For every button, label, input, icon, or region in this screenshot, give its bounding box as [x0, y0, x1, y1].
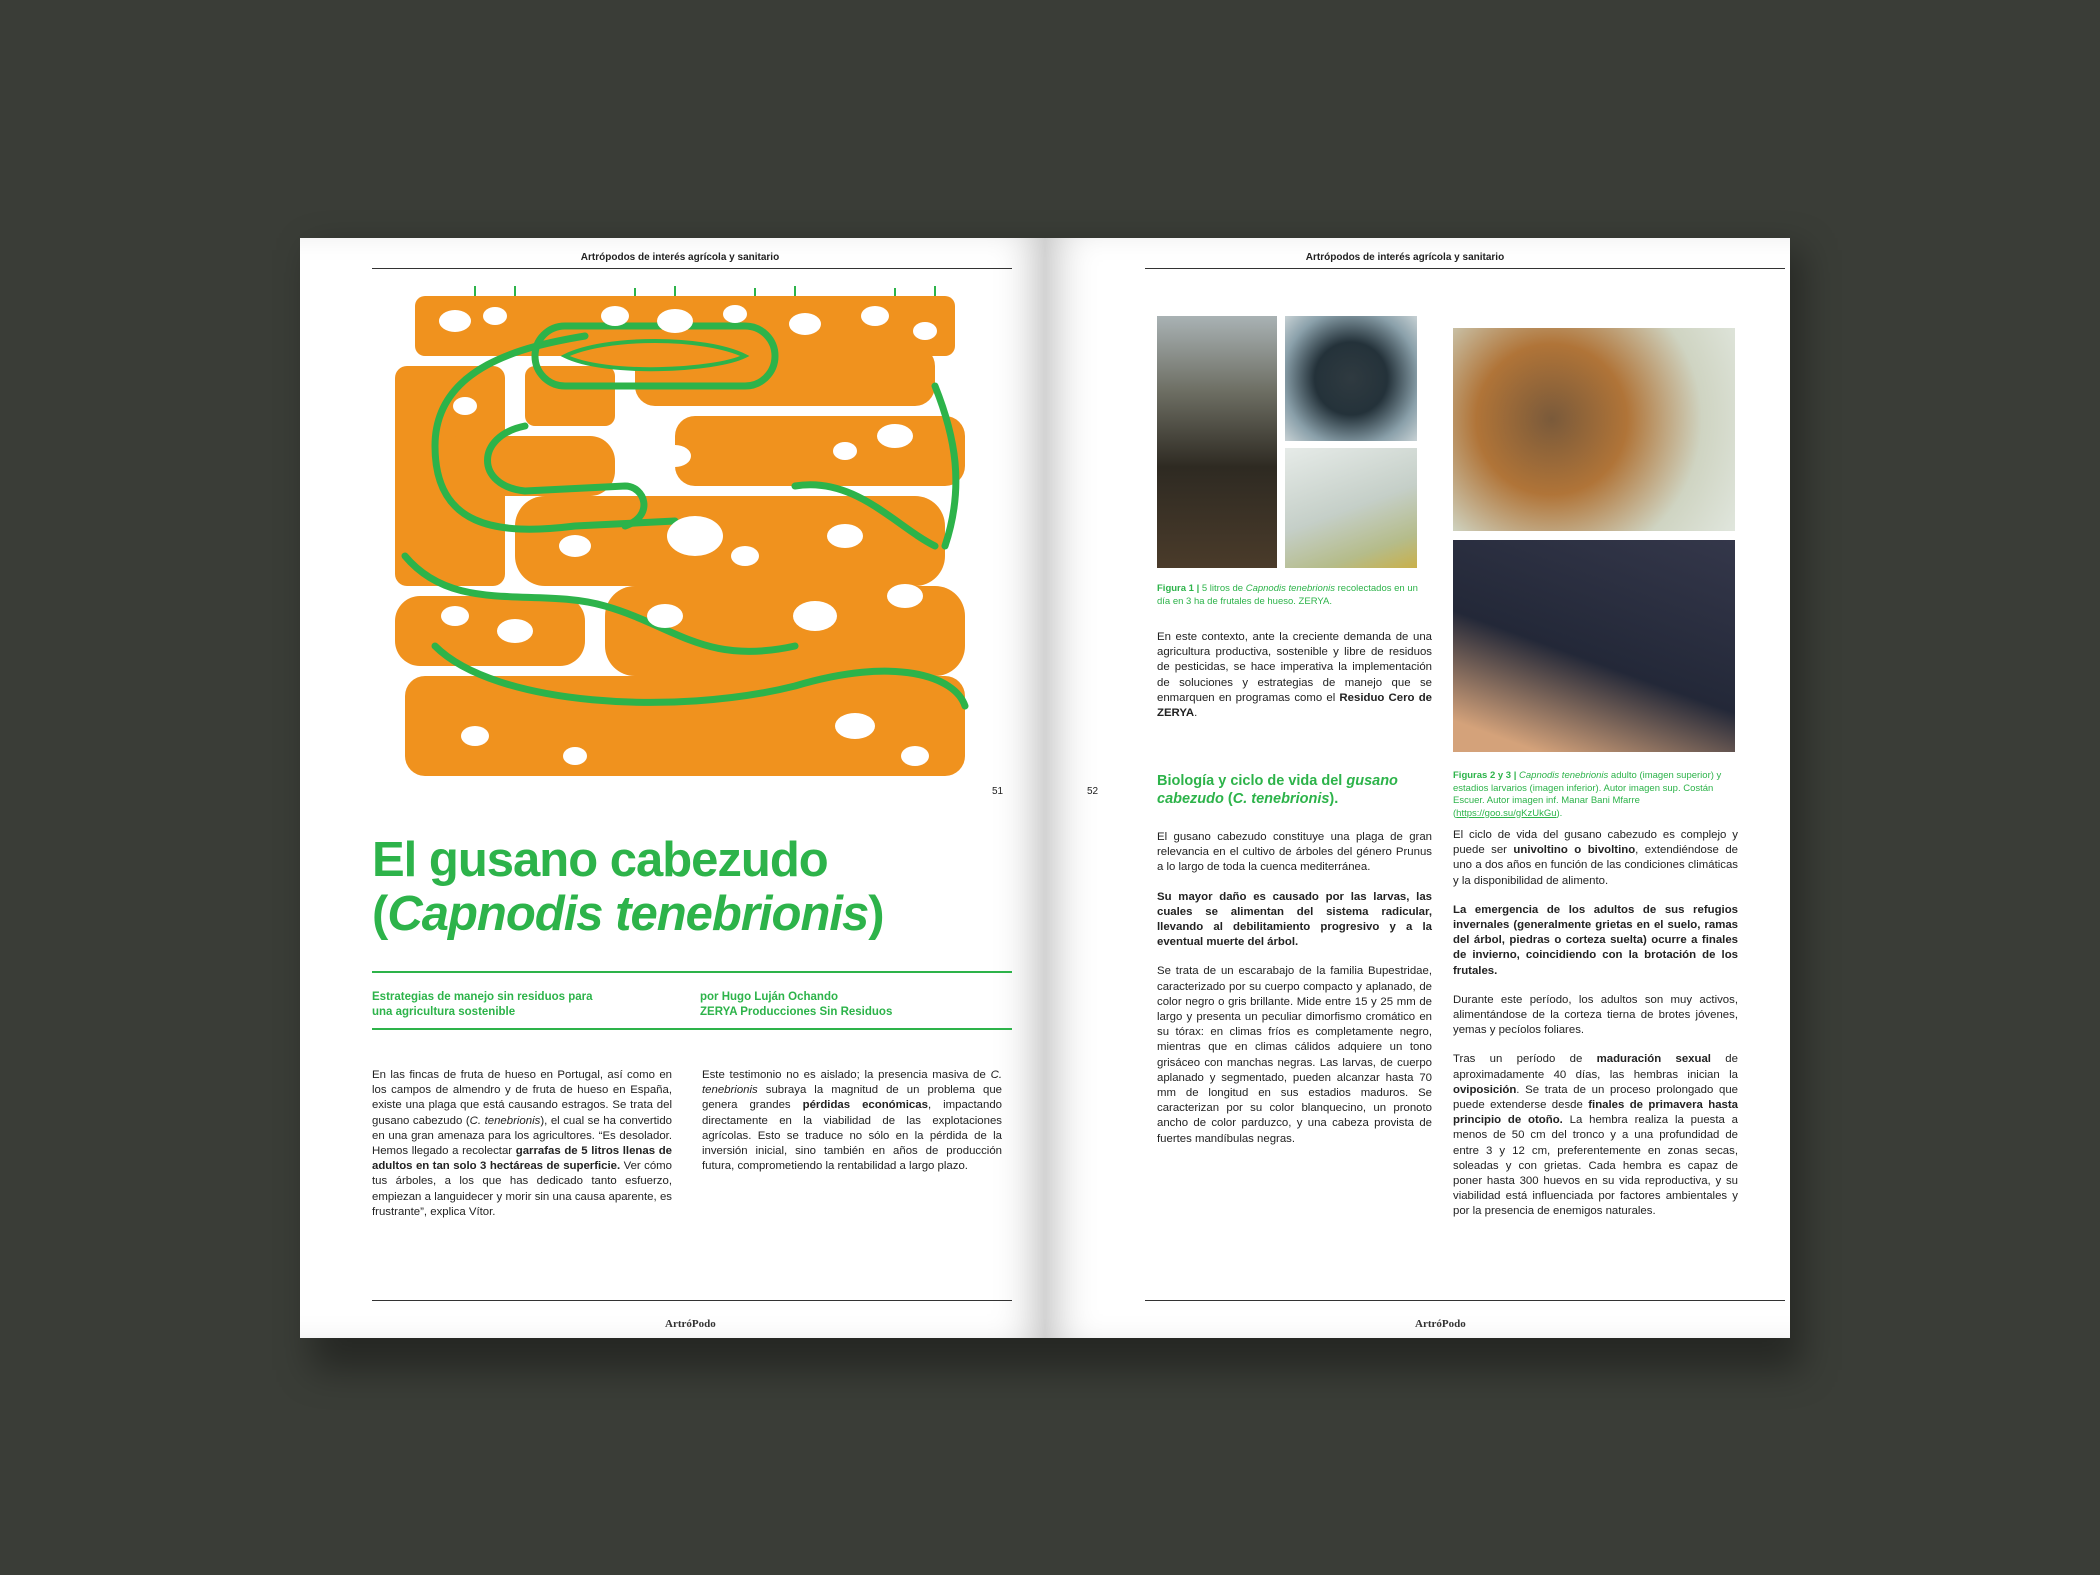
- magazine-logo-left: ArtróPodo: [665, 1318, 716, 1330]
- subtitle-rule-bottom: [372, 1028, 1012, 1030]
- article-title: [372, 833, 1012, 941]
- byline-author: por Hugo Luján Ochando: [700, 991, 838, 1003]
- body-column-3: El gusano cabezudo constituye una plaga de gran relevancia en el cultivo de árboles del género Prunus a lo largo de toda la cuenca mediterránea. Su mayor daño es causado por las larvas, las cuales se alimentan del sistema radicular, llevando al debilitamiento progresivo y a la eventual muerte del árbol. Se trata de un escarabajo de la familia Bupestridae, caracterizado por su cuerpo compacto y aplanado, de color negro o gris brillante. Mide entre 15 y 25 mm de largo y presenta un peculiar dimorfismo cromático en su tórax: en climas fríos es completamente negro, mientras que en climas cálidos adquiere un tono grisáceo con manchas negras. Las larvas, de cuerpo aplanado y segmentado, pueden alcanzar hasta 70 mm de longitud en sus estadios maduros. Se caracterizan por su color blanquecino, un pronoto ancho de color parduzco, y una cabeza provista de fuertes mandíbulas negras.: [1157, 831, 1432, 1145]
- title-line1: El gusano cabezudo: [372, 833, 828, 887]
- photo-adult-beetle: [1453, 328, 1735, 531]
- subtitle-rule-top: [372, 971, 1012, 973]
- larva-burrow-illustration: [375, 286, 987, 786]
- byline: [700, 990, 1000, 1020]
- photo-larvae: [1453, 540, 1735, 752]
- byline-org: ZERYA Producciones Sin Residuos: [700, 1006, 893, 1018]
- body-column-3-intro: En este contexto, ante la creciente demanda de una agricultura productiva, sostenible y libre de residuos de pesticidas, se hace imperativa la implementación de soluciones y estrategias de manejo que se enmarquen en programas como el Residuo Cero de ZERYA.: [1157, 631, 1432, 720]
- running-head-left: Artrópodos de interés agrícola y sanitario: [580, 252, 780, 263]
- figure-1-caption: Figura 1 | 5 litros de Capnodis tenebrionis recolectados en un día en 3 ha de frutales de hueso. ZERYA.: [1157, 583, 1418, 607]
- photo-beetles-jar: [1285, 316, 1417, 441]
- page-left: [300, 238, 1045, 1338]
- page-number-left: 51: [992, 786, 1004, 797]
- body-column-2: Este testimonio no es aislado; la presencia masiva de C. tenebrionis subraya la magnitud de un problema que genera grandes pérdidas económicas, impactando directamente en la viabilidad de las explotaciones agrícolas. Esto se traduce no sólo en la pérdida de la inversión inicial, sino también en años de producción futura, comprometiendo la rentabilidad a largo plazo.: [702, 1069, 1003, 1173]
- header-rule-left: [372, 268, 1012, 269]
- section-heading: Biología y ciclo de vida del gusano cabezudo (C. tenebrionis).: [1157, 773, 1398, 807]
- photo-bottle: [1157, 316, 1277, 568]
- body-column-4: El ciclo de vida del gusano cabezudo es complejo y puede ser univoltino o bivoltino, extendiéndose de uno a dos años en función de las condiciones climáticas y la disponibilidad de alimento. La emergencia de los adultos de sus refugios invernales (generalmente grietas en el suelo, ramas del árbol, piedras o corteza suelta) ocurre a finales de invierno, coincidiendo con la brotación de los frutales. Durante este período, los adultos son muy activos, alimentándose de la corteza tierna de brotes jóvenes, yemas y pecíolos foliares. Tras un período de maduración sexual de aproximadamente 40 días, las hembras inician la oviposición. Se trata de un proceso prolongado que puede extenderse desde finales de primavera hasta principio de otoño. La hembra realiza la puesta a menos de 50 cm del tronco y a una profundidad de entre 3 y 12 cm, preferentemente en zonas secas, soleadas y con grietas. Cada hembra es capaz de poner hasta 300 huevos en su vida reproductiva, y su viabilidad está influenciada por factores ambientales y por la presencia de enemigos naturales.: [1453, 829, 1739, 1218]
- subtitle: Estrategias de manejo sin residuos para una agricultura sostenible: [372, 991, 593, 1018]
- page-number-right: 52: [1087, 786, 1099, 797]
- magazine-logo-right: ArtróPodo: [1415, 1318, 1466, 1330]
- photo-beetle-fruit: [1285, 448, 1417, 568]
- body-column-1: En las fincas de fruta de hueso en Portugal, así como en los campos de almendro y de fruta de hueso en España, existe una plaga que está causando estragos. Se trata del gusano cabezudo (C. tenebrionis), el cual se ha convertido en una gran amenaza para los agricultores. “Es desolador. Hemos llegado a recolectar garrafas de 5 litros llenas de adultos en tan solo 3 hectáreas de superficie. Ver cómo tus árboles, a los que has dedicado tanto esfuerzo, empiezan a languidecer y morir sin una causa aparente, es frustrante”, explica Vítor.: [372, 1069, 673, 1218]
- footer-rule-left: [372, 1300, 1012, 1301]
- title-line2: (Capnodis tenebrionis): [372, 887, 884, 941]
- footer-rule-right: [1145, 1300, 1785, 1301]
- magazine-spread: [300, 238, 1790, 1348]
- larva-drawing: [565, 341, 745, 369]
- running-head-right: Artrópodos de interés agrícola y sanitario: [1305, 252, 1505, 263]
- figure-2-3-caption: Figuras 2 y 3 | Capnodis tenebrionis adulto (imagen superior) y estadios larvarios (imagen inferior). Autor imagen sup. Costán Escuer. Autor imagen inf. Manar Bani Mfarre (https://goo.su/gKzUkGu).: [1453, 770, 1722, 819]
- header-rule-right: [1145, 268, 1785, 269]
- page-right: [1045, 238, 1790, 1338]
